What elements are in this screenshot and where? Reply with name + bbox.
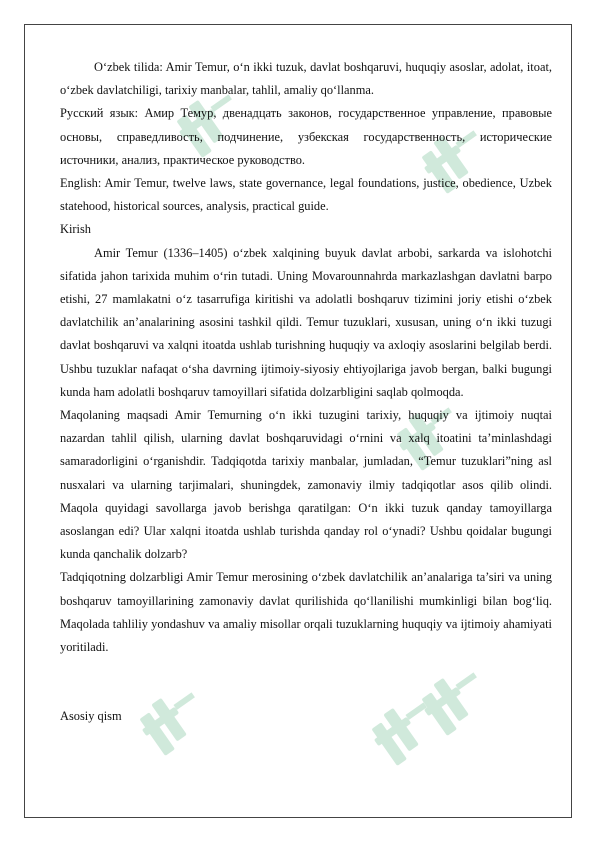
keywords-english: English: Amir Temur, twelve laws, state governance, legal foundations, justice, obedience, Uzbek statehood, historical sources, analysis, practical guide. xyxy=(60,176,552,214)
intro-heading: Kirish xyxy=(60,222,91,237)
intro-paragraph: Maqolaning maqsadi Amir Temurning o‘n ikki tuzugini tarixiy, huquqiy va ijtimoiy nuqtai nazardan tahlil qilish, ularning davlat boshqaruvidagi o‘rnini va xalq itoatini ta’minlashdagi samaradorligini o‘rganishdir. Tadqiqotda tarixiy manbalar, jumladan, “Temur tuzuklari”ning asl nusxalari va ularning tarjimalari, shuningdek, zamonaviy ilmiy tadqiqotlar asos qilib olindi. Maqola quyidagi savollarga javob berishga qaratilgan: O‘n ikki tuzuk qanday tamoyillarga asoslangan edi? Ular xalqni itoatda ushlab turishda qanday rol o‘ynadi? Ushbu qoidalar bugungi kunda qanchalik dolzarb? xyxy=(60,408,552,562)
main-heading: Asosiy qism xyxy=(60,709,122,724)
section-spacer xyxy=(60,659,552,705)
intro-paragraph: Tadqiqotning dolzarbligi Amir Temur merosining o‘zbek davlatchilik an’analariga ta’siri va uning boshqaruv tamoyillarining zamonaviy davlat qurilishida qo‘llanilishi mumkinligi bilan bog‘liq. Maqolada tahliliy yondashuv va amaliy misollar orqali tuzuklarning huquqiy va ijtimoiy ahamiyati yoritiladi. xyxy=(60,570,552,655)
document-body xyxy=(60,56,552,728)
intro-paragraph: Amir Temur (1336–1405) o‘zbek xalqining buyuk davlat arbobi, sarkarda va islohotchi sifatida jahon tarixida muhim o‘rin tutadi. Uning Movarounnahrda markazlashgan davlatni barpo etishi, 27 mamlakatni o‘z tasarrufiga kiritishi va adolatli boshqaruv tizimini joriy etishi o‘zbek davlatchilik an’analarining asosini tashkil qildi. Temur tuzuklari, xususan, uning o‘n ikki tuzugi davlat boshqaruvi va xalqni itoatda ushlab turishning huquqiy va axloqiy asoslarini belgilab berdi. Ushbu tuzuklar nafaqat o‘sha davrning ijtimoiy-siyosiy ehtiyojlariga javob bergan, balki bugungi kunda ham adolatli boshqaruv tamoyillari sifatida dolzarbligini saqlab qolmoqda. xyxy=(60,245,552,399)
keywords-uzbek: O‘zbek tilida: Amir Temur, o‘n ikki tuzuk, davlat boshqaruvi, huquqiy asoslar, adolat, itoat, o‘zbek davlatchiligi, tarixiy manbalar, tahlil, amaliy qo‘llanma. xyxy=(60,60,552,98)
keywords-russian: Русский язык: Амир Темур, двенадцать законов, государственное управление, правовые основы, справедливость, подчинение, узбекская государственность, исторические источники, анализ, практическое руководство. xyxy=(60,106,552,167)
